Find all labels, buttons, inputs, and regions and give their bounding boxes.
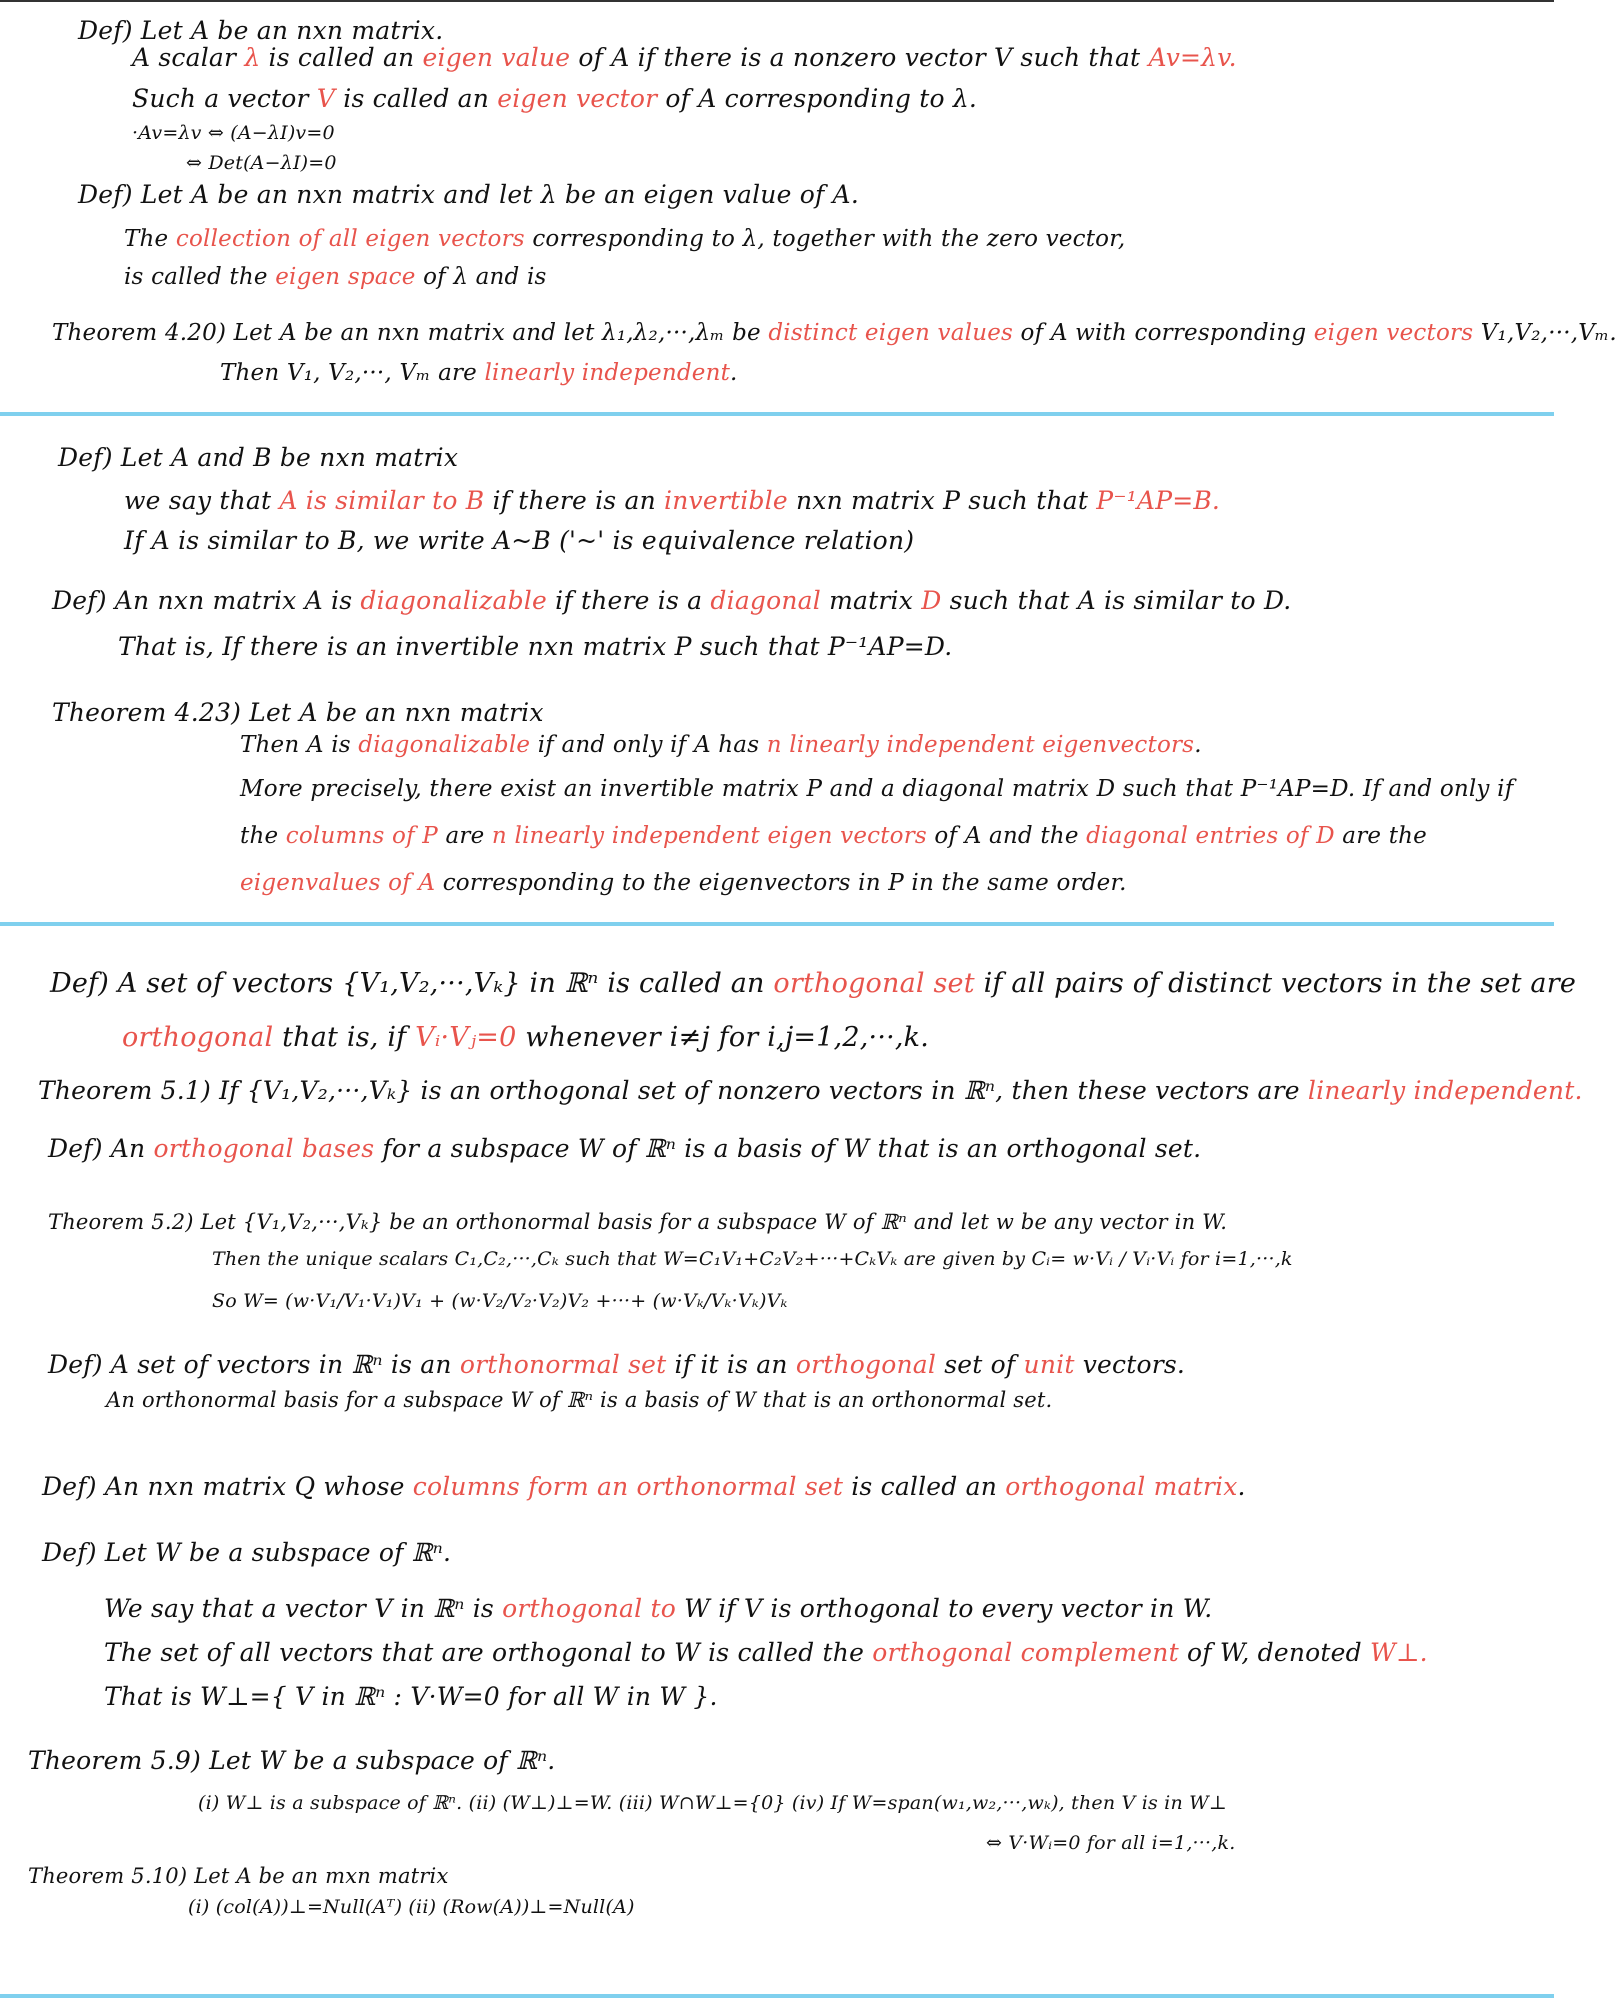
text-segment: are <box>437 823 492 849</box>
highlighted-term: orthonormal set <box>459 1350 667 1379</box>
def-orthogonal-complement <box>104 1640 1428 1665</box>
text-segment: Then V₁, V₂,···, Vₘ are <box>220 360 485 386</box>
text-segment: An orthonormal basis for a subspace W of ℝⁿ is a basis of W that is an orthonormal set. <box>106 1388 1053 1412</box>
theorem-5-9-title <box>28 1748 555 1773</box>
theorem-5-2 <box>48 1212 1227 1233</box>
text-segment: ⇔ V·Wᵢ=0 for all i=1,···,k. <box>986 1832 1236 1854</box>
text-segment: We say that a vector V in ℝⁿ is <box>104 1594 503 1623</box>
theorem-5-9-iv <box>986 1834 1235 1853</box>
top-border <box>0 0 1554 2</box>
highlighted-term: columns of P <box>285 823 438 849</box>
text-segment: if there is a <box>547 586 711 615</box>
text-segment: W if V is orthogonal to every vector in W. <box>676 1594 1213 1623</box>
highlighted-term: eigen value <box>422 43 571 72</box>
text-segment: nxn matrix P such that <box>787 486 1097 515</box>
text-segment: Def) A set of vectors in ℝⁿ is an <box>48 1350 460 1379</box>
text-segment: we say that <box>124 486 280 515</box>
eigen-equivalence-2 <box>186 154 337 173</box>
text-segment: A scalar <box>132 43 245 72</box>
def-eigenvalue-text <box>132 45 1237 70</box>
highlighted-term: P⁻¹AP=B. <box>1096 486 1221 515</box>
text-segment: (i) (col(A))⊥=Null(Aᵀ) (ii) (Row(A))⊥=Null(A) <box>188 1896 635 1918</box>
section-separator-2 <box>0 922 1554 926</box>
text-segment: of W, denoted <box>1178 1638 1370 1667</box>
text-segment: Def) Let A and B be nxn matrix <box>58 443 459 472</box>
def-orthogonal-matrix <box>42 1474 1246 1499</box>
def-similar-title <box>58 445 458 470</box>
highlighted-term: columns form an orthonormal set <box>412 1472 844 1501</box>
text-segment: vectors. <box>1074 1350 1186 1379</box>
text-segment: of A corresponding to λ. <box>657 84 978 113</box>
highlighted-term: eigenvalues of A <box>240 870 436 896</box>
text-segment: Def) Let A be an nxn matrix. <box>78 16 444 45</box>
section-separator-1 <box>0 412 1554 416</box>
highlighted-term: diagonalizable <box>360 586 548 615</box>
text-segment: ·Av=λv ⇔ (A−λI)v=0 <box>132 122 335 144</box>
def-eigenvector-text <box>132 86 977 111</box>
text-segment: . <box>1194 732 1202 758</box>
text-segment: is called an <box>843 1472 1006 1501</box>
highlighted-term: eigen vectors <box>1313 320 1474 346</box>
text-segment: Theorem 5.2) Let {V₁,V₂,···,Vₖ} be an orthonormal basis for a subspace W of ℝⁿ and let w be any vector in W. <box>48 1210 1228 1234</box>
text-segment: ⇔ Det(A−λI)=0 <box>186 152 337 174</box>
theorem-5-1 <box>38 1078 1583 1103</box>
text-segment: Theorem 5.9) Let W be a subspace of ℝⁿ. <box>28 1746 556 1775</box>
text-segment: set of <box>936 1350 1024 1379</box>
highlighted-term: unit <box>1023 1350 1075 1379</box>
highlighted-term: n linearly independent eigenvectors <box>766 732 1195 758</box>
def-similar-text <box>124 488 1220 513</box>
text-segment: of λ and is <box>415 264 547 290</box>
eigen-equivalence-1 <box>132 124 335 143</box>
text-segment: is called an <box>335 84 498 113</box>
text-segment: . <box>1237 1472 1246 1501</box>
text-segment: Theorem 4.23) Let A be an nxn matrix <box>52 698 544 727</box>
text-segment: are the <box>1334 823 1427 849</box>
highlighted-term: orthogonal <box>122 1022 274 1053</box>
theorem-4-23-eigenvalues <box>240 872 1127 895</box>
highlighted-term: linearly independent <box>484 360 731 386</box>
highlighted-term: orthogonal matrix <box>1005 1472 1238 1501</box>
text-segment: corresponding to the eigenvectors in P in the same order. <box>435 870 1127 896</box>
highlighted-term: distinct eigen values <box>768 320 1014 346</box>
text-segment: That is W⊥={ V in ℝⁿ : V·W=0 for all W in W }. <box>104 1682 718 1711</box>
text-segment: if it is an <box>666 1350 796 1379</box>
theorem-5-9-parts <box>198 1794 1227 1813</box>
highlighted-term: eigen space <box>275 264 416 290</box>
highlighted-term: A is similar to B <box>279 486 485 515</box>
def-orthogonal-complement-title <box>42 1540 451 1565</box>
highlighted-term: orthogonal bases <box>153 1134 375 1163</box>
text-segment: if there is an <box>484 486 665 515</box>
text-segment: of A with corresponding <box>1013 320 1314 346</box>
text-segment: of A and the <box>926 823 1087 849</box>
highlighted-term: orthogonal <box>795 1350 937 1379</box>
theorem-5-2-scalars <box>212 1250 1293 1269</box>
highlighted-term: collection of all eigen vectors <box>175 226 525 252</box>
theorem-4-20 <box>52 322 1617 345</box>
text-segment: if and only if A has <box>530 732 767 758</box>
highlighted-term: linearly independent. <box>1307 1076 1583 1105</box>
def-orthogonal-to <box>104 1596 1212 1621</box>
theorem-4-20-conclusion <box>220 362 738 385</box>
text-segment: (i) W⊥ is a subspace of ℝⁿ. (ii) (W⊥)⊥=W. (iii) W∩W⊥={0} (iv) If W=span(w₁,w₂,···,wₖ), then V is in W⊥ <box>198 1792 1227 1814</box>
highlighted-term: orthogonal complement <box>872 1638 1179 1667</box>
def-orthogonal-bases <box>48 1136 1201 1161</box>
def-orthogonal-complement-set <box>104 1684 718 1709</box>
text-segment: Def) An <box>48 1134 154 1163</box>
def-eigenvalue-title <box>78 18 443 43</box>
highlighted-term: n linearly independent eigen vectors <box>491 823 927 849</box>
highlighted-term: V <box>316 84 336 113</box>
highlighted-term: diagonal entries of D <box>1086 823 1335 849</box>
text-segment: the <box>240 823 286 849</box>
highlighted-term: λ <box>244 43 261 72</box>
theorem-4-23-statement <box>240 734 1202 757</box>
text-segment: corresponding to λ, together with the zero vector, <box>524 226 1126 252</box>
def-orthonormal-basis <box>106 1390 1052 1411</box>
highlighted-term: diagonal <box>710 586 821 615</box>
theorem-4-23-precise <box>240 778 1513 801</box>
highlighted-term: D <box>921 586 942 615</box>
text-segment: is called an <box>260 43 423 72</box>
text-segment: Theorem 4.20) Let A be an nxn matrix and let λ₁,λ₂,···,λₘ be <box>52 320 769 346</box>
def-orthogonal-set-2 <box>122 1024 929 1051</box>
theorem-4-23-title <box>52 700 544 725</box>
def-eigenspace-title <box>78 182 859 207</box>
highlighted-term: Av=λv. <box>1148 43 1237 72</box>
text-segment: is called the <box>124 264 276 290</box>
text-segment: whenever i≠j for i,j=1,2,···,k. <box>516 1022 930 1053</box>
theorem-5-2-expansion <box>212 1292 788 1311</box>
highlighted-term: orthogonal to <box>502 1594 676 1623</box>
text-segment: Theorem 5.10) Let A be an mxn matrix <box>28 1864 449 1888</box>
def-orthonormal-set <box>48 1352 1185 1377</box>
def-orthogonal-set <box>50 970 1576 997</box>
text-segment: Theorem 5.1) If {V₁,V₂,···,Vₖ} is an orthogonal set of nonzero vectors in ℝⁿ, then these vectors are <box>38 1076 1308 1105</box>
theorem-5-10-title <box>28 1866 449 1887</box>
text-segment: If A is similar to B, we write A~B ('~' is equivalence relation) <box>124 526 915 555</box>
text-segment: Def) Let W be a subspace of ℝⁿ. <box>42 1538 452 1567</box>
def-eigenspace-text-2 <box>124 266 547 289</box>
def-eigenspace-text <box>124 228 1125 251</box>
theorem-5-10-parts <box>188 1898 635 1917</box>
text-segment: More precisely, there exist an invertible matrix P and a diagonal matrix D such that P⁻¹AP=D. If and only if <box>240 776 1514 802</box>
def-similar-notation <box>124 528 914 553</box>
highlighted-term: orthogonal set <box>773 968 975 999</box>
text-segment: Def) An nxn matrix Q whose <box>42 1472 413 1501</box>
theorem-4-23-columns <box>240 825 1427 848</box>
text-segment: Then the unique scalars C₁,C₂,···,Cₖ such that W=C₁V₁+C₂V₂+···+CₖVₖ are given by Cᵢ= w·Vᵢ / Vᵢ·Vᵢ for i=1,···,k <box>212 1248 1293 1270</box>
highlighted-term: eigen vector <box>497 84 658 113</box>
text-segment: That is, If there is an invertible nxn matrix P such that P⁻¹AP=D. <box>118 632 953 661</box>
text-segment: of A if there is a nonzero vector V such that <box>570 43 1149 72</box>
text-segment: . <box>730 360 738 386</box>
highlighted-term: invertible <box>664 486 788 515</box>
text-segment: Def) An nxn matrix A is <box>52 586 361 615</box>
text-segment: The set of all vectors that are orthogonal to W is called the <box>104 1638 873 1667</box>
text-segment: Def) Let A be an nxn matrix and let λ be an eigen value of A. <box>78 180 859 209</box>
text-segment: The <box>124 226 176 252</box>
section-separator-3 <box>0 1994 1554 1998</box>
highlighted-term: Vᵢ·Vⱼ=0 <box>415 1022 517 1053</box>
text-segment: Then A is <box>240 732 359 758</box>
text-segment: if all pairs of distinct vectors in the set are <box>974 968 1576 999</box>
def-diagonalizable <box>52 588 1291 613</box>
text-segment: V₁,V₂,···,Vₘ. <box>1473 320 1617 346</box>
highlighted-term: W⊥. <box>1370 1638 1428 1667</box>
def-diagonalizable-text <box>118 634 952 659</box>
text-segment: for a subspace W of ℝⁿ is a basis of W that is an orthogonal set. <box>374 1134 1202 1163</box>
text-segment: Def) A set of vectors {V₁,V₂,···,Vₖ} in ℝⁿ is called an <box>50 968 774 999</box>
highlighted-term: diagonalizable <box>358 732 531 758</box>
text-segment: So W= (w·V₁/V₁·V₁)V₁ + (w·V₂/V₂·V₂)V₂ +···+ (w·Vₖ/Vₖ·Vₖ)Vₖ <box>212 1290 788 1312</box>
text-segment: that is, if <box>273 1022 416 1053</box>
text-segment: Such a vector <box>132 84 317 113</box>
text-segment: such that A is similar to D. <box>941 586 1292 615</box>
text-segment: matrix <box>820 586 922 615</box>
